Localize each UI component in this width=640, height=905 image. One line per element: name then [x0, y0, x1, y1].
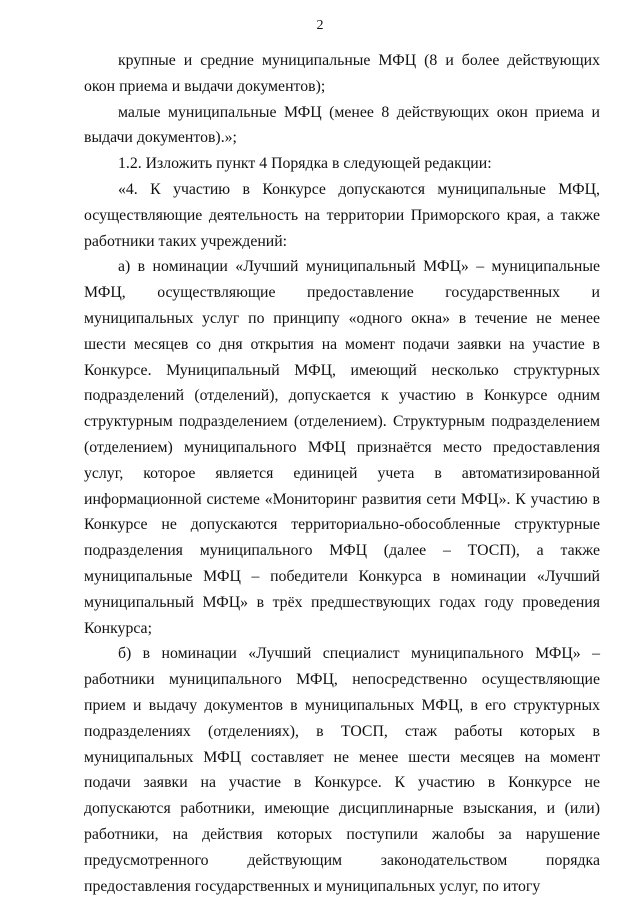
paragraph-amendment-instruction: 1.2. Изложить пункт 4 Порядка в следующей редакции:: [118, 155, 492, 173]
paragraph-large-mfc-category: крупные и средние муниципальные МФЦ (8 и более действующих окон приема и выдачи документов);: [84, 52, 600, 95]
paragraph-nomination-best-mfc: а) в номинации «Лучший муниципальный МФЦ» – муниципальные МФЦ, осуществляющие предоставление государственных и муниципальных услуг по принципу «одного окна» в течение не менее шести месяцев со дня открытия на момент подачи заявки на участие в Конкурсе. Муниципальный МФЦ, имеющий несколько структурных подразделений (отделений), допускается к участию в Конкурсе одним структурным подразделением (отделением). Структурным подразделением (отделением) муниципального МФЦ признаётся место предоставления услуг, которое является единицей учета в автоматизированной информационной системе «Мониторинг развития сети МФЦ». К участию в Конкурсе не допускаются территориально-обособленные структурные подразделения муниципального МФЦ (далее – ТОСП), а также муниципальные МФЦ – победители Конкурса в номинации «Лучший муниципальный МФЦ» в трёх предшествующих годах году проведения Конкурса;: [84, 258, 600, 637]
page-number: 2: [316, 18, 324, 33]
document-body: [84, 48, 600, 899]
paragraph-small-mfc-category: малые муниципальные МФЦ (менее 8 действующих окон приема и выдачи документов).»;: [84, 103, 600, 147]
paragraph-item-4-admission: «4. К участию в Конкурсе допускаются муниципальные МФЦ, осуществляющие деятельность на территории Приморского края, а также работники таких учреждений:: [84, 180, 600, 250]
paragraph-nomination-best-specialist: б) в номинации «Лучший специалист муниципального МФЦ» – работники муниципального МФЦ, непосредственно осуществляющие прием и выдачу документов в муниципальных МФЦ, в его структурных подразделениях (отделениях), в ТОСП, стаж работы которых в муниципальных МФЦ составляет не менее шести месяцев на момент подачи заявки на участие в Конкурсе. К участию в Конкурсе не допускаются работники, имеющие дисциплинарные взыскания, и (или) работники, на действия которых поступили жалобы за нарушение предусмотренного действующим законодательством порядка предоставления государственных и муниципальных услуг, по итогу: [84, 645, 600, 895]
